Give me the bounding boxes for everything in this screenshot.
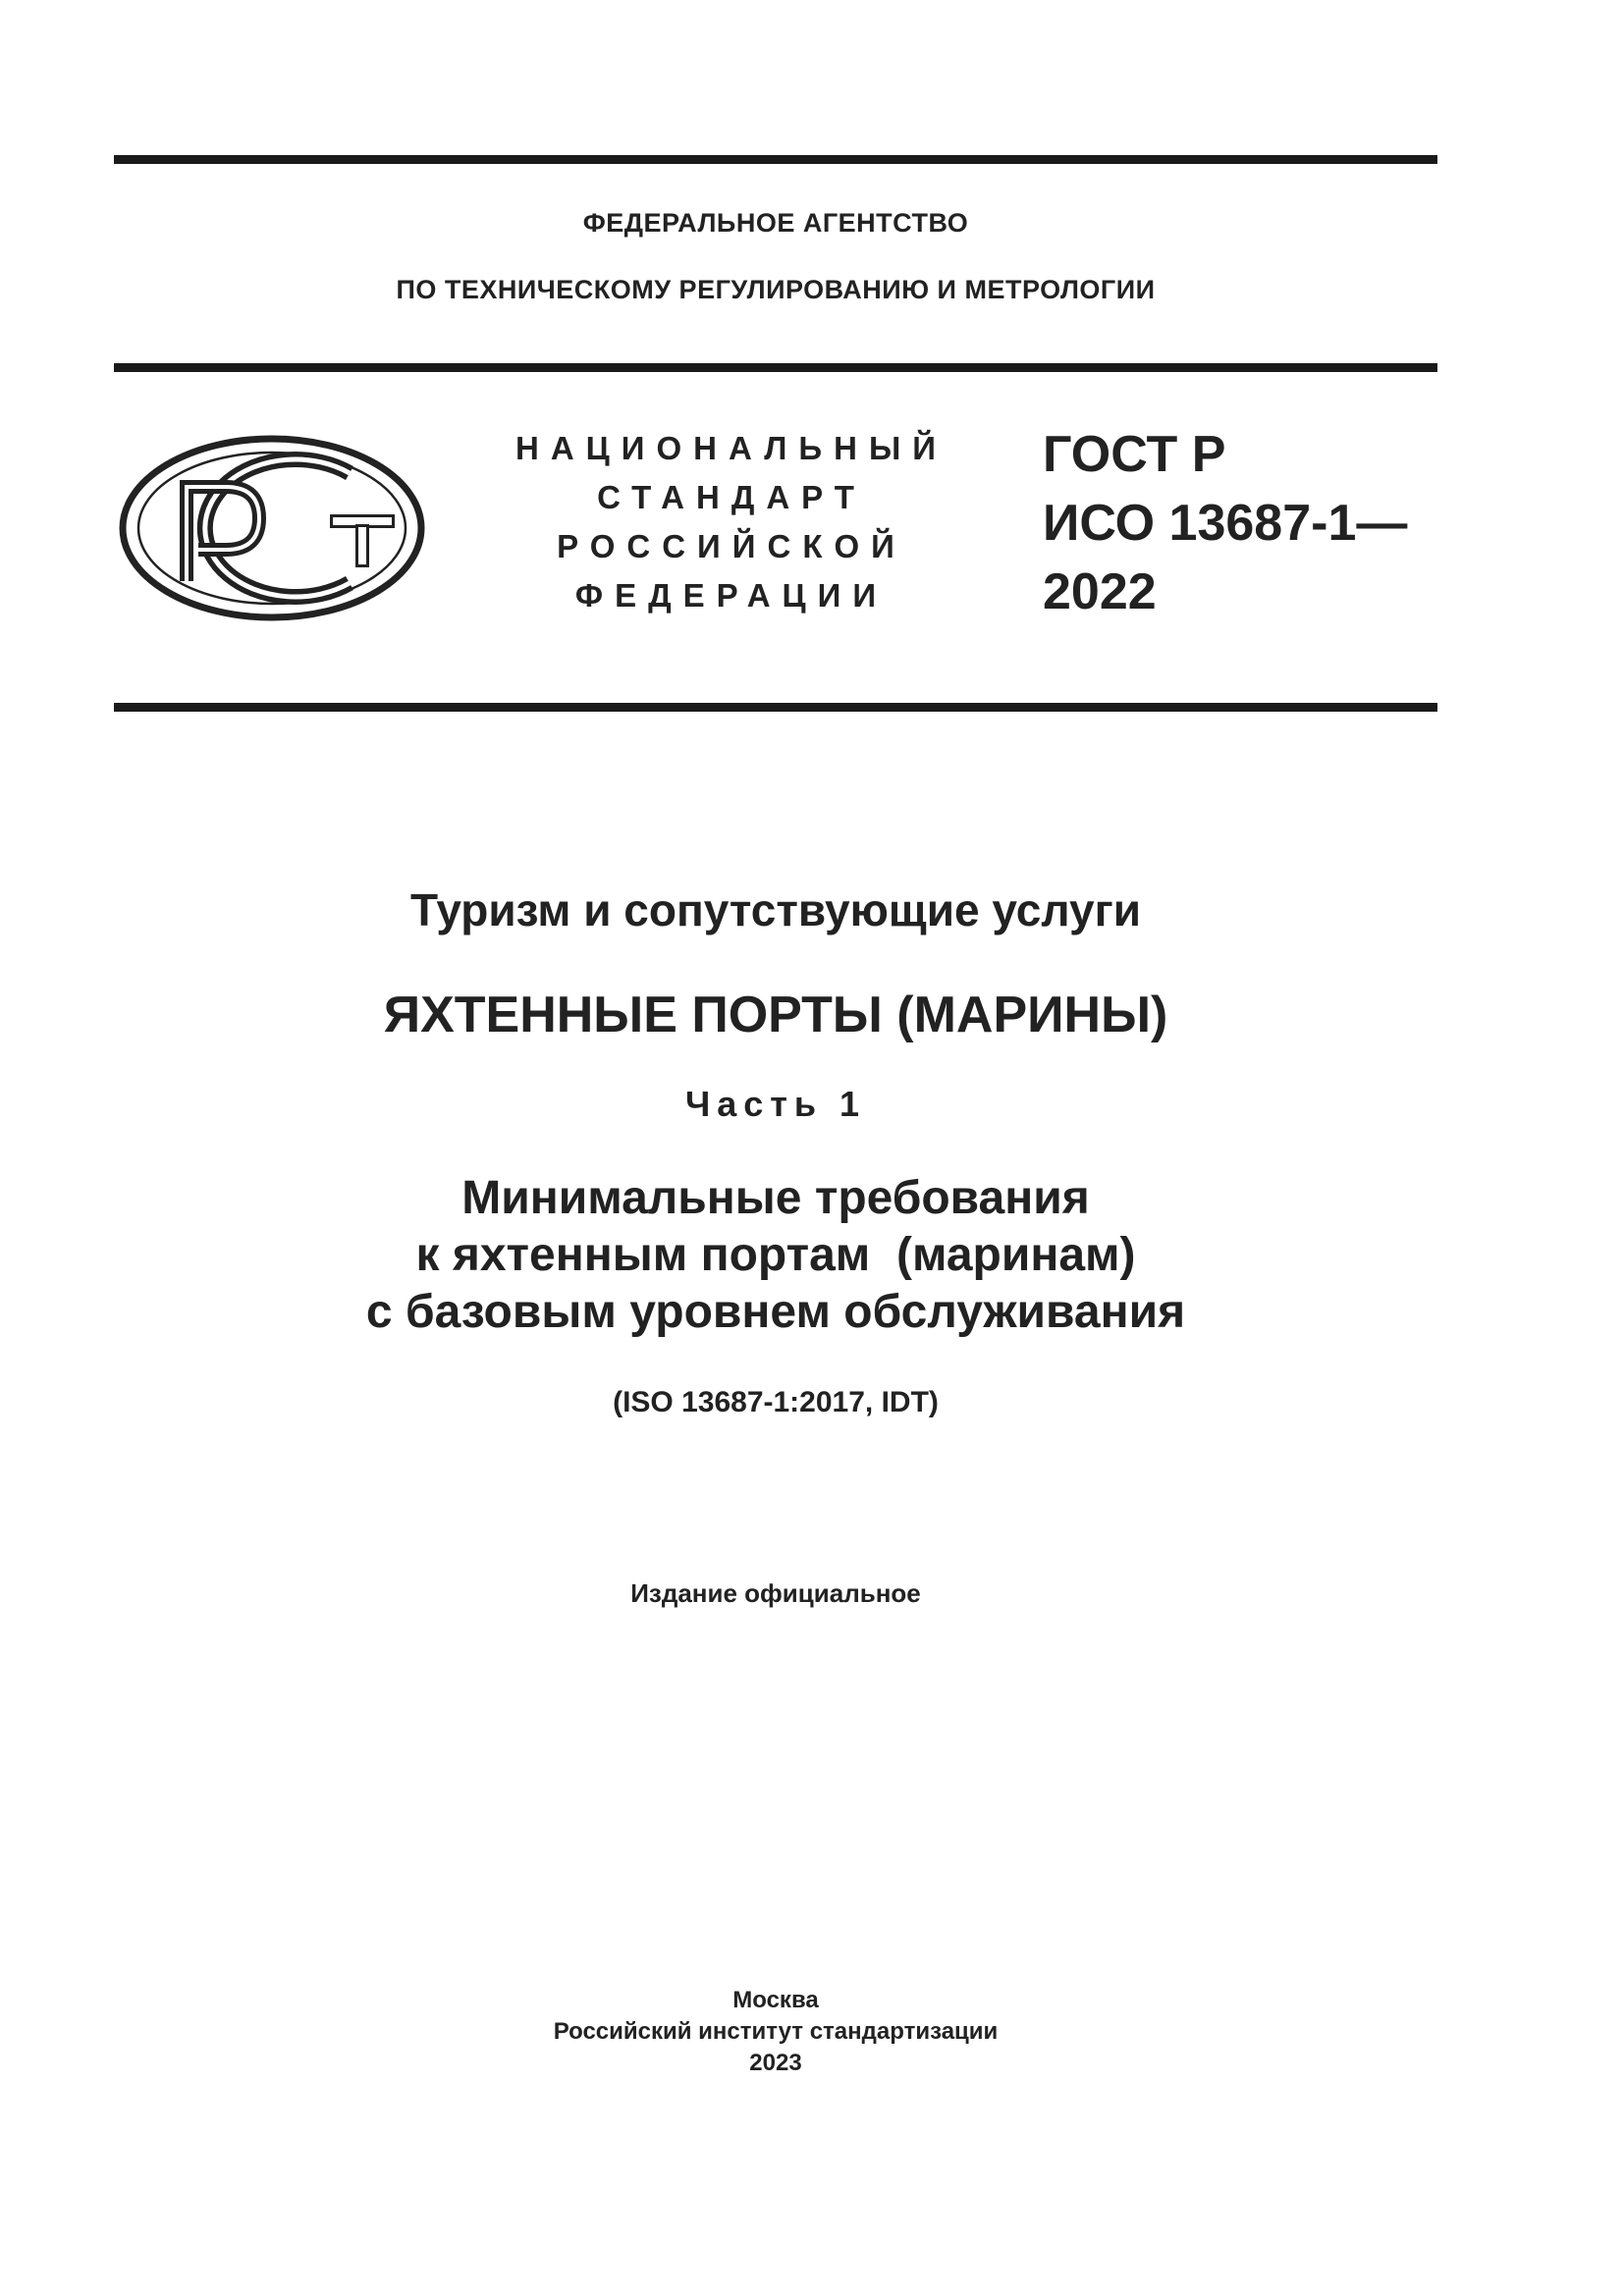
subtitle-line1: Минимальные требования — [461, 1172, 1090, 1224]
rst-logo — [116, 432, 428, 624]
agency-name-line1: ФЕДЕРАЛЬНОЕ АГЕНТСТВО — [582, 208, 969, 238]
designation-line3: 2022 — [1043, 563, 1157, 620]
imprint-year: 2023 — [749, 2050, 802, 2076]
document-part: Часть 1 — [684, 1084, 867, 1124]
national-standard-line4: ФЕДЕРАЦИИ — [574, 577, 889, 614]
national-standard-label — [491, 424, 972, 620]
agency-name-line2: ПО ТЕХНИЧЕСКОМУ РЕГУЛИРОВАНИЮ И МЕТРОЛОГИИ — [396, 275, 1156, 304]
designation-line1: ГОСТ Р — [1043, 426, 1226, 483]
standard-designation — [1043, 420, 1407, 626]
rst-certification-mark-icon — [116, 432, 428, 624]
designation-line2: ИСО 13687-1— — [1043, 495, 1408, 552]
national-standard-line2: СТАНДАРТ — [597, 479, 866, 515]
subtitle-line2: к яхтенным портам (маринам) — [415, 1229, 1136, 1281]
document-subtitle — [114, 1170, 1437, 1341]
edition-note: Издание официальное — [630, 1578, 921, 1608]
national-standard-line3: РОССИЙСКОЙ — [557, 528, 906, 564]
iso-reference: (ISO 13687-1:2017, IDT) — [613, 1386, 939, 1418]
subtitle-line3: с базовым уровнем обслуживания — [365, 1286, 1186, 1338]
national-standard-line1: НАЦИОНАЛЬНЫЙ — [515, 430, 947, 466]
designation-separator-rule — [114, 703, 1437, 712]
imprint-city: Москва — [732, 1987, 819, 2013]
header-separator-rule — [114, 363, 1437, 372]
imprint — [114, 1985, 1437, 2079]
document-title: ЯХТЕННЫЕ ПОРТЫ (МАРИНЫ) — [383, 987, 1168, 1043]
imprint-publisher: Российский институт стандартизации — [553, 2018, 999, 2045]
top-rule — [114, 155, 1437, 164]
document-subject: Туризм и сопутствующие услуги — [409, 884, 1142, 935]
